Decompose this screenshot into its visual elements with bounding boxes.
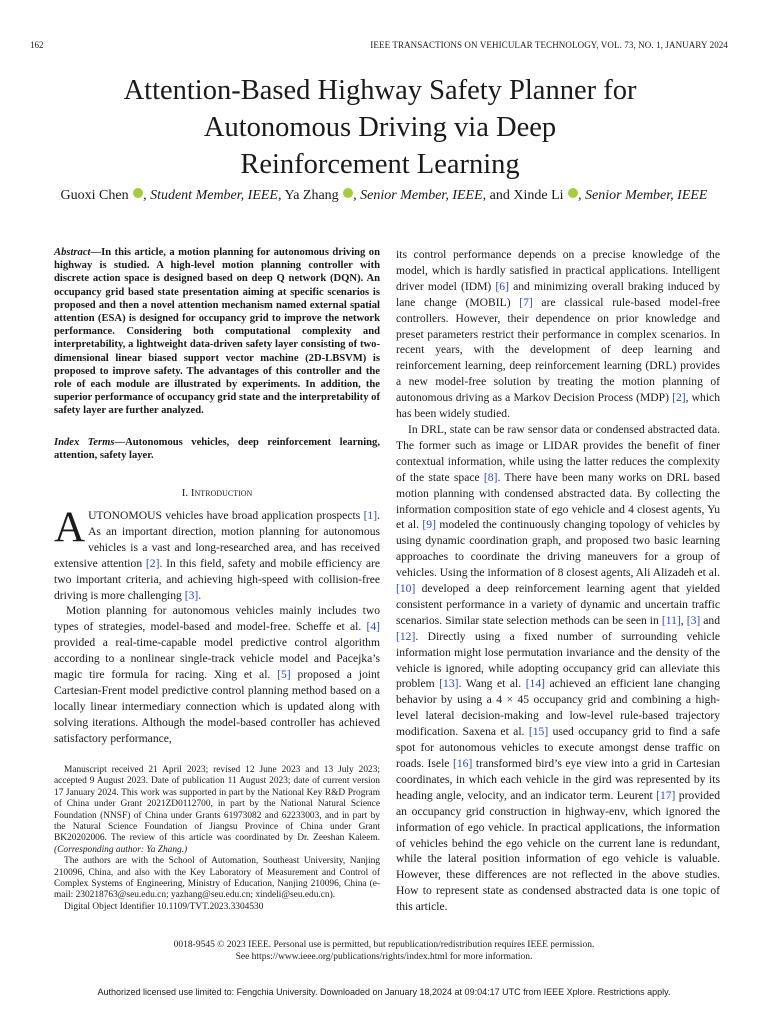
text-run: achieved an efficient lane changing behavior by using a 4 × 45 occupancy grid and combining a high-level lateral decision-making and low-level rule-based trajectory modification. Saxena et al. [396,677,720,739]
citation-link[interactable]: [12] [396,629,416,643]
text-run: developed a deep reinforcement learning agent that yielded consistent performance in a variety of dynamic and uncertain traffic scenarios. Similar state selection methods can be seen in [396,582,720,627]
section-number: I. [181,487,191,499]
text-run: provided an occupancy grid construction in highway-env, which ignored the information of ego vehicle. In practical applications, the information of vehicles behind the ego vehicle on the current lane is redundant, while the lateral position information of ego vehicle is valuable. However, these differences are not reflected in the above studies. How to represent state as condensed abstracted data is one topic of this article. [396,788,720,914]
section-title: Introduction [190,487,253,499]
text-run: are classical rule-based model-free controllers. However, their dependence on prior knowledge and preset parameters restrict their performance in complex scenarios. In recent years, with the development of deep learning and reinforcement learning, deep reinforcement learning (DRL) provides a new model-free solution by treating the motion planning of autonomous driving as a Markov Decision Process (MDP) [396,295,720,405]
citation-link[interactable]: [7] [519,295,533,309]
citation-link[interactable]: [13] [439,677,459,691]
text-run: UTONOMOUS vehicles have broad application prospects [88,509,364,522]
text-run: , which has been widely studied. [396,391,720,421]
copyright-line-1: 0018-9545 © 2023 IEEE. Personal use is permitted, but republication/redistribution requires IEEE permission. [173,940,595,950]
abstract-label: Abstract [54,247,91,258]
author-1-role: , Student Member, IEEE [143,188,278,203]
footnote-manuscript [54,765,380,856]
text-run: transformed bird’s eye view into a grid in Cartesian coordinates, in which each vehicle in the gird was represented by its heading angle, velocity, and an indicator term. Leurent [396,757,720,802]
citation-link[interactable]: [3] [184,588,199,602]
text-run: its control performance depends on a precise knowledge of the model, which is hardly satisfied in practical applications. Intelligent driver model (IDM) [396,248,720,293]
footnote-doi: Digital Object Identifier 10.1109/TVT.2023.3304530 [64,901,264,912]
author-1-name: Guoxi Chen [60,188,129,203]
drop-cap: A [54,504,86,551]
paper-title [60,72,700,183]
citation-link[interactable]: [9] [422,518,436,532]
citation-link[interactable]: [1] [363,509,378,522]
citation-link[interactable]: [6] [495,279,509,293]
citation-link[interactable]: [3] [686,613,701,627]
copyright-notice [40,939,728,963]
text-run: , [680,613,687,627]
copyright-line-2: See https://www.ieee.org/publications/rights/index.html for more information. [235,952,533,962]
footnote-divider [54,757,380,758]
text-run: . [198,588,202,602]
author-2-role: , Senior Member, IEEE [353,188,483,203]
citation-link[interactable]: [15] [528,725,549,739]
section-heading [54,487,380,499]
text-run: . There have been many works on DRL based motion planning with condensed abstracted data. By collecting the information composition state of ego vehicle and 4 closest agents, Yu et al. [396,470,720,532]
license-footer: Authorized licensed use limited to: Fengchia University. Downloaded on January 18,2024 at 09:04:17 UTC from IEEE Xplore. Restrictions apply. [97,987,671,997]
introduction-body [54,504,380,747]
citation-link[interactable]: [2] [145,556,160,570]
text-run: . Wang et al. [458,677,526,691]
text-run: . In this field, safety and mobile efficiency are two important criteria, and achieving high-speed with collision-free driving is more challenging [54,556,380,602]
text-run: . As an important direction, motion planning for autonomous vehicles is a vast and long-researched area, and has received extensive attention [54,509,380,570]
abstract-text: —In this article, a motion planning for autonomous driving on highway is studied. A high-level motion planning controller with discrete action space is designed based on deep Q network (DQN). An occupancy grid based state presentation aiming at specific scenarios is proposed and then a novel attention mechanism named external spatial attention (ESA) is designed for occupancy grid to improve the network performance. Considering both computational complexity and interpretability, a lightweight data-driven safety layer consisting of two-dimensional linear biased support vector machine (2D-LBSVM) is proposed to improve safety. The advantages of this controller and the role of each module are illustrated by experiments. In addition, the superior performance of occupancy grid state and the interpretability of safety layer are further analyzed. [54,247,380,417]
text-run: Manuscript received 21 April 2023; revised 12 June 2023 and 13 July 2023; accepted 9 August 2023. Date of publication 11 August 2023; date of current version 17 January 2024. This work was supported in part by the National Key R&D Program of China under Grant 2021ZD0112700, in part by the National Natural Science Foundation (NNSF) of China under Grants 61973082 and 62233003, and in part by the Natural Science Foundation of Jiangsu Province of China under Grant BK20202006. The review of this article was coordinated by Dr. Zeeshan Kaleem. [54,765,380,844]
page-number: 162 [30,40,44,50]
author-2-name: , Ya Zhang [278,188,339,203]
right-column-body [396,247,720,915]
index-terms-label: Index Terms [54,437,115,448]
abstract [54,246,380,418]
index-terms [54,436,380,462]
footnote [54,765,380,913]
text-run: In DRL, state can be raw sensor data or condensed abstracted data. The former such as image or LIDAR provides the benefit of finer contextual information, while using the latter reduces the complexity of the state space [396,422,720,484]
citation-link[interactable]: [4] [366,620,380,634]
citation-link[interactable]: [10] [396,582,416,596]
citation-link[interactable]: [14] [525,677,546,691]
title-line-2: Autonomous Driving via Deep [203,112,557,143]
text-run: modeled the continuously changing topology of vehicles by using dynamic coordination graph, and proposed two basic learning approaches to coordinate the driving maneuvers for a group of vehicles. Using the information of 8 closest agents, Ali Alizadeh et al. [396,518,720,580]
text-run: and minimizing overall braking induced by lane change (MOBIL) [396,279,720,309]
author-list [20,188,748,204]
title-line-3: Reinforcement Learning [240,149,520,180]
text-run: provided a real-time-capable model predictive control algorithm according to a nonlinear single-track vehicle model and Pacejka’s magic tire formula for racing. Xing et al. [54,636,380,682]
text-run: . Directly using a fixed number of surrounding vehicle information might lose permutation invariance and the density of the vehicle is ignored, while adopting occupancy grid can alleviate this problem [396,629,720,691]
citation-link[interactable]: [16] [453,757,473,770]
orcid-icon[interactable] [133,188,143,198]
orcid-icon[interactable] [568,188,578,198]
index-terms-text: —Autonomous vehicles, deep reinforcement learning, attention, safety layer. [54,437,380,462]
right-paragraph-1 [396,247,720,422]
journal-header: IEEE TRANSACTIONS ON VEHICULAR TECHNOLOGY, VOL. 73, NO. 1, JANUARY 2024 [370,40,728,50]
citation-link[interactable]: [8] [483,470,498,484]
text-run: proposed a joint Cartesian-Frent model predictive control planning method based on a locally linear intermediary connection which is updated along with solving iterations. Although the model-based controller has achieved satisfactory performance, [54,668,380,745]
citation-link[interactable]: [2] [672,391,686,405]
intro-paragraph-2 [54,603,380,746]
text-run: Motion planning for autonomous vehicles mainly includes two types of strategies, model-based and model-free. Scheffe et al. [54,604,380,634]
author-3-role: , Senior Member, IEEE [578,188,708,203]
title-line-1: Attention-Based Highway Safety Planner for [123,75,637,106]
author-3-name: , and Xinde Li [482,188,564,203]
footnote-affiliation: The authors are with the School of Automation, Southeast University, Nanjing 210096, China, and also with the Key Laboratory of Measurement and Control of Complex Systems of Engineering, Ministry of Education, Nanjing 210096, China (e-mail: 230218763@seu.edu.cn; yazhang@seu.edu.cn; xindeli@seu.edu.cn). [54,856,380,901]
intro-paragraph-1 [54,504,380,603]
text-run: used occupancy grid to find a safe spot for autonomous vehicles to execute amongst dense traffic on roads. Isele [396,725,720,770]
corresponding-author: (Corresponding author: Ya Zhang.) [54,844,188,855]
citation-link[interactable]: [11] [661,613,681,627]
citation-link[interactable]: [17] [656,788,676,802]
text-run: and [700,613,721,627]
citation-link[interactable]: [5] [277,668,291,682]
right-paragraph-2 [396,422,720,915]
orcid-icon[interactable] [343,188,353,198]
